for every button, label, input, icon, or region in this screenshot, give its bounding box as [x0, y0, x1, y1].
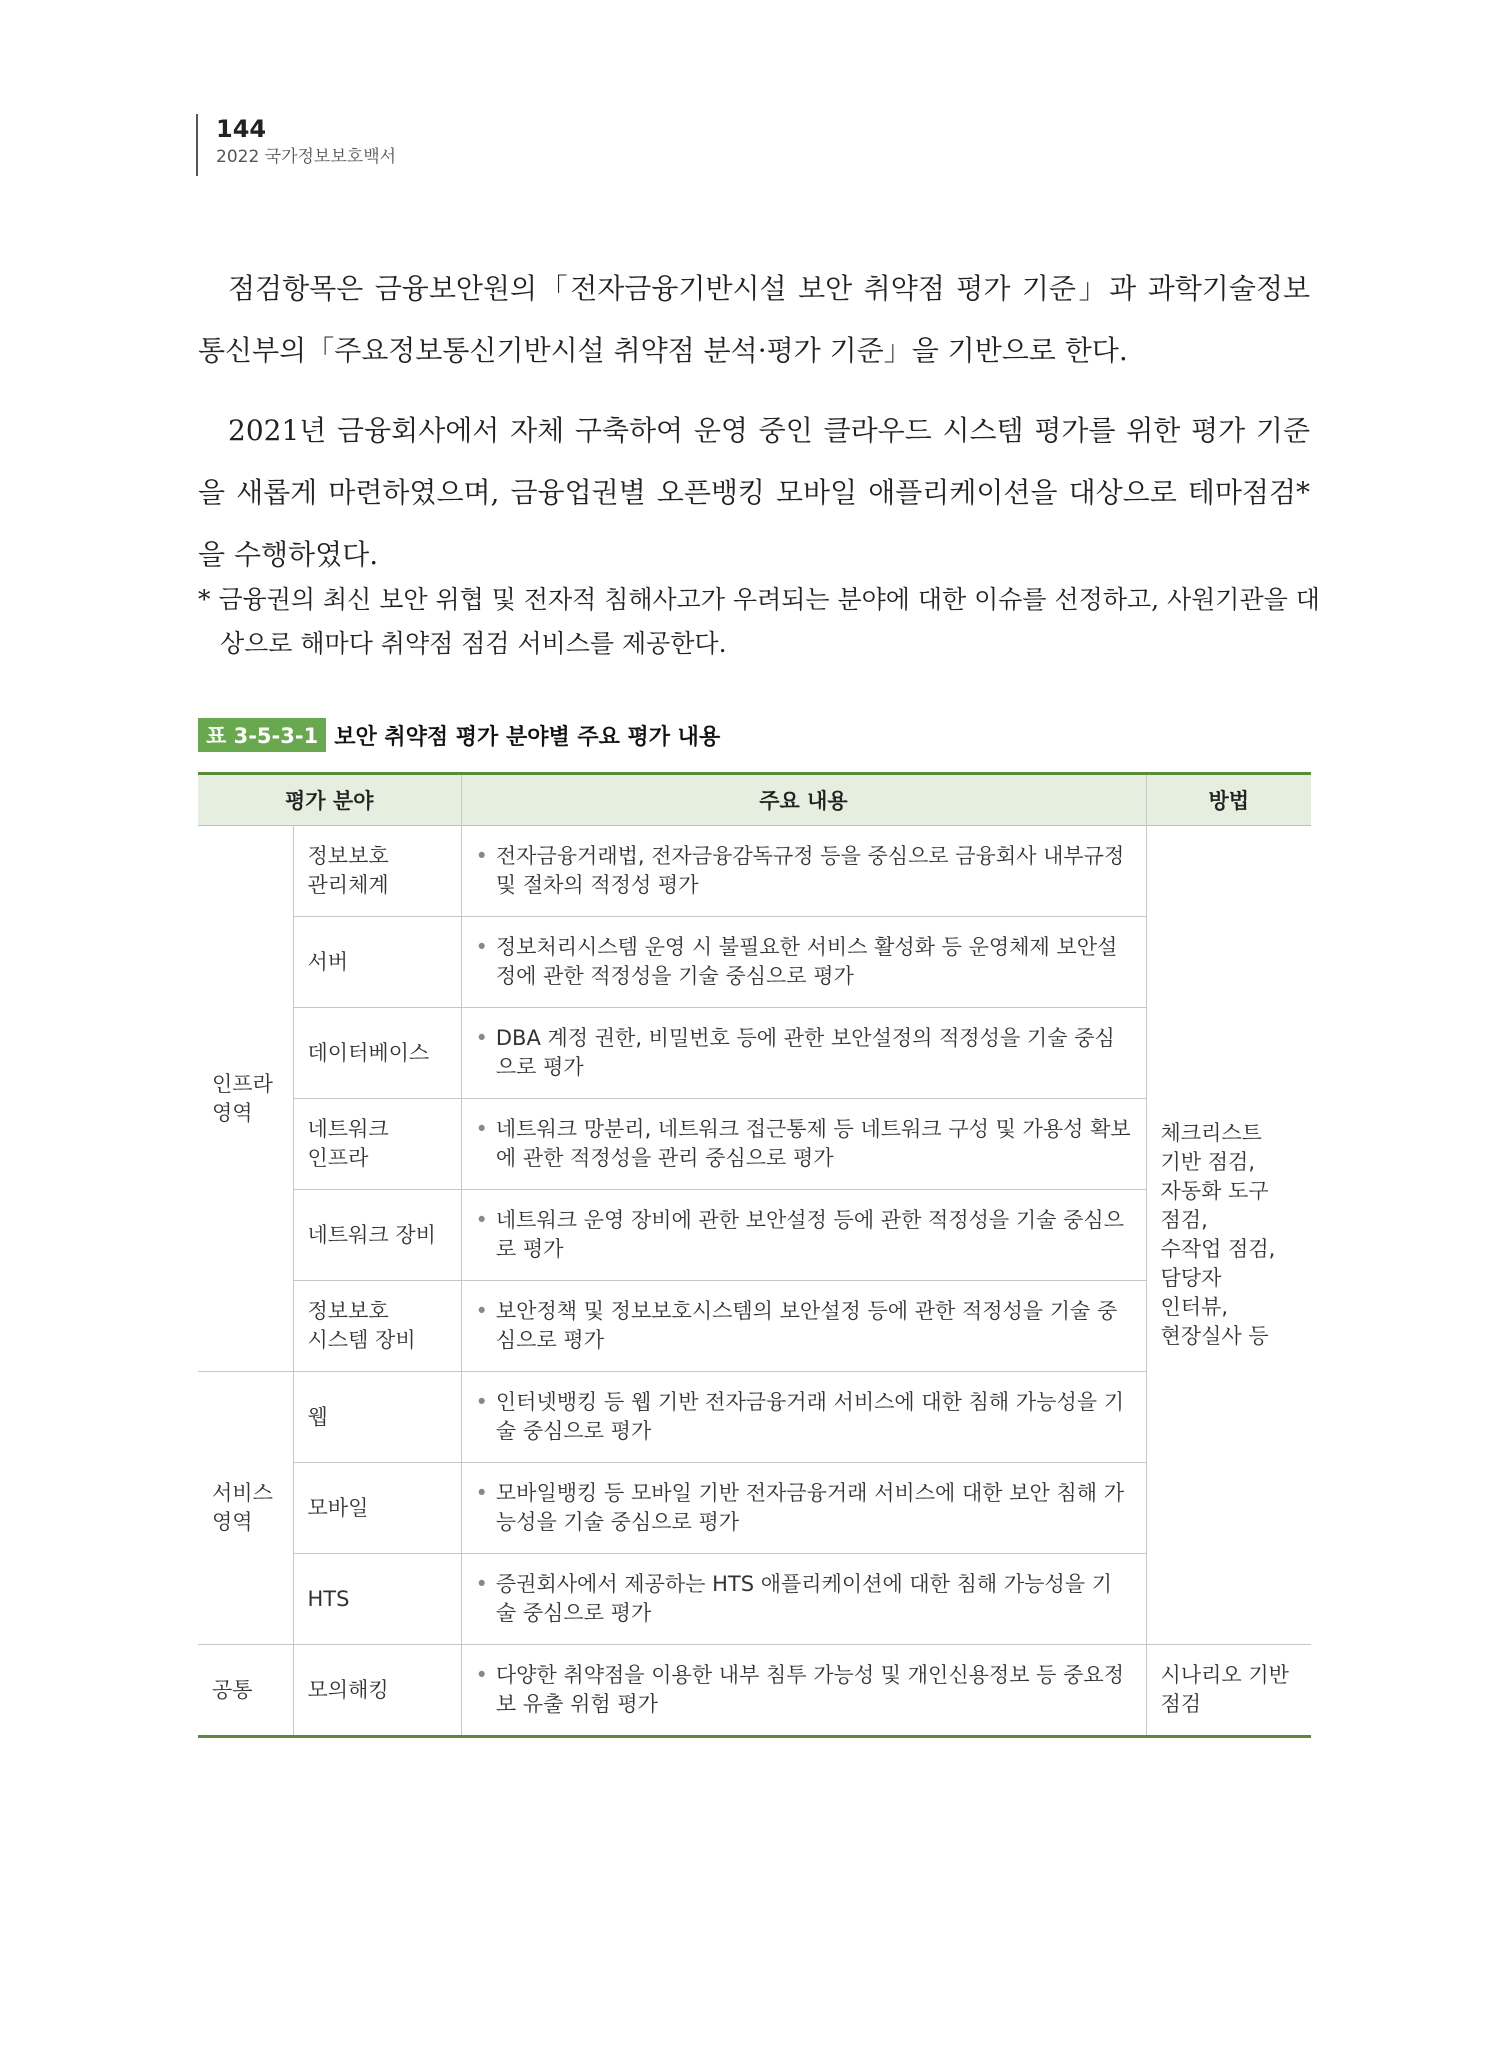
- bullet-icon: •: [475, 1481, 488, 1505]
- content-cell: [461, 1645, 1146, 1737]
- method-cell-main: 체크리스트 기반 점검, 자동화 도구 점검, 수작업 점검, 담당자 인터뷰, 현장실사 등: [1146, 826, 1311, 1645]
- content-item: [476, 1661, 1132, 1719]
- page-header: [196, 114, 396, 176]
- content-cell: [461, 1372, 1146, 1463]
- table-row: [198, 1008, 1311, 1099]
- area-cell-infra: 인프라 영역: [198, 826, 293, 1372]
- content-item: [476, 1570, 1132, 1628]
- header-method: 방법: [1146, 774, 1311, 826]
- field-cell: 데이터베이스: [293, 1008, 461, 1099]
- bullet-icon: •: [475, 1026, 488, 1050]
- content-text: 네트워크 망분리, 네트워크 접근통제 등 네트워크 구성 및 가용성 확보에 관한 적정성을 관리 중심으로 평가: [495, 1117, 1131, 1170]
- content-text: 증권회사에서 제공하는 HTS 애플리케이션에 대한 침해 가능성을 기술 중심으로 평가: [495, 1572, 1113, 1625]
- content-text: 보안정책 및 정보보호시스템의 보안설정 등에 관한 적정성을 기술 중심으로 평가: [495, 1299, 1118, 1352]
- method-cell-common: 시나리오 기반 점검: [1146, 1645, 1311, 1737]
- table-row: [198, 1372, 1311, 1463]
- content-text: DBA 계정 권한, 비밀번호 등에 관한 보안설정의 적정성을 기술 중심으로 평가: [495, 1026, 1115, 1079]
- page-number: 144: [216, 115, 267, 143]
- table-row: [198, 1190, 1311, 1281]
- content-cell: [461, 826, 1146, 917]
- content-cell: [461, 1463, 1146, 1554]
- bullet-icon: •: [475, 1572, 488, 1596]
- header-content: 주요 내용: [461, 774, 1146, 826]
- area-cell-service: 서비스 영역: [198, 1372, 293, 1645]
- bullet-icon: •: [475, 1208, 488, 1232]
- paragraph-2: 2021년 금융회사에서 자체 구축하여 운영 중인 클라우드 시스템 평가를 위한 평가 기준을 새롭게 마련하였으며, 금융업권별 오픈뱅킹 모바일 애플리케이션을 대상으로 테마점검*을 수행하였다.: [198, 414, 1310, 571]
- content-item: [476, 1024, 1132, 1082]
- bullet-icon: •: [475, 935, 488, 959]
- content-text: 네트워크 운영 장비에 관한 보안설정 등에 관한 적정성을 기술 중심으로 평가: [495, 1208, 1124, 1261]
- field-cell: 정보보호 시스템 장비: [293, 1281, 461, 1372]
- field-cell: HTS: [293, 1554, 461, 1645]
- table-title: 보안 취약점 평가 분야별 주요 평가 내용: [334, 724, 721, 750]
- content-item: [476, 1297, 1132, 1355]
- table-row: [198, 1281, 1311, 1372]
- bullet-icon: •: [475, 844, 488, 868]
- field-cell: 모바일: [293, 1463, 461, 1554]
- content-cell: [461, 1008, 1146, 1099]
- content-text: 다양한 취약점을 이용한 내부 침투 가능성 및 개인신용정보 등 중요정보 유출 위험 평가: [495, 1663, 1124, 1716]
- bullet-icon: •: [475, 1390, 488, 1414]
- bullet-icon: •: [475, 1117, 488, 1141]
- table-row: [198, 1099, 1311, 1190]
- content-item: [476, 1479, 1132, 1537]
- table-row: [198, 917, 1311, 1008]
- content-cell: [461, 917, 1146, 1008]
- paragraph-1: 점검항목은 금융보안원의「전자금융기반시설 보안 취약점 평가 기준」과 과학기술정보통신부의「주요정보통신기반시설 취약점 분석·평가 기준」을 기반으로 한다.: [198, 272, 1310, 367]
- content-item: [476, 1115, 1132, 1173]
- content-cell: [461, 1099, 1146, 1190]
- table-number-badge: 표 3-5-3-1: [198, 718, 326, 752]
- content-item: [476, 933, 1132, 991]
- table-row: [198, 1554, 1311, 1645]
- table-caption: [198, 718, 720, 752]
- header-field: 평가 분야: [198, 774, 461, 826]
- field-cell: 정보보호 관리체계: [293, 826, 461, 917]
- content-item: [476, 1388, 1132, 1446]
- table-body: [198, 826, 1311, 1737]
- table-row: [198, 1645, 1311, 1737]
- table-header-row: [198, 774, 1311, 826]
- content-item: [476, 1206, 1132, 1264]
- bullet-icon: •: [475, 1663, 488, 1687]
- field-cell: 모의해킹: [293, 1645, 461, 1737]
- content-text: 전자금융거래법, 전자금융감독규정 등을 중심으로 금융회사 내부규정 및 절차의 적정성 평가: [495, 844, 1125, 897]
- field-cell: 네트워크 인프라: [293, 1099, 461, 1190]
- field-cell: 웹: [293, 1372, 461, 1463]
- table-row: [198, 826, 1311, 917]
- content-text: 모바일뱅킹 등 모바일 기반 전자금융거래 서비스에 대한 보안 침해 가능성을 기술 중심으로 평가: [495, 1481, 1124, 1534]
- field-cell: 네트워크 장비: [293, 1190, 461, 1281]
- content-text: 정보처리시스템 운영 시 불필요한 서비스 활성화 등 운영체제 보안설정에 관한 적정성을 기술 중심으로 평가: [495, 935, 1118, 988]
- bullet-icon: •: [475, 1299, 488, 1323]
- area-cell-common: 공통: [198, 1645, 293, 1737]
- evaluation-table: [198, 772, 1311, 1738]
- content-item: [476, 842, 1132, 900]
- content-cell: [461, 1281, 1146, 1372]
- content-text: 인터넷뱅킹 등 웹 기반 전자금융거래 서비스에 대한 침해 가능성을 기술 중심으로 평가: [495, 1390, 1124, 1443]
- field-cell: 서버: [293, 917, 461, 1008]
- content-cell: [461, 1554, 1146, 1645]
- table-row: [198, 1463, 1311, 1554]
- footnote: * 금융권의 최신 보안 위협 및 전자적 침해사고가 우려되는 분야에 대한 이슈를 선정하고, 사원기관을 대상으로 해마다 취약점 점검 서비스를 제공한다.: [198, 585, 1320, 658]
- content-cell: [461, 1190, 1146, 1281]
- book-title: 2022 국가정보보호백서: [216, 147, 397, 167]
